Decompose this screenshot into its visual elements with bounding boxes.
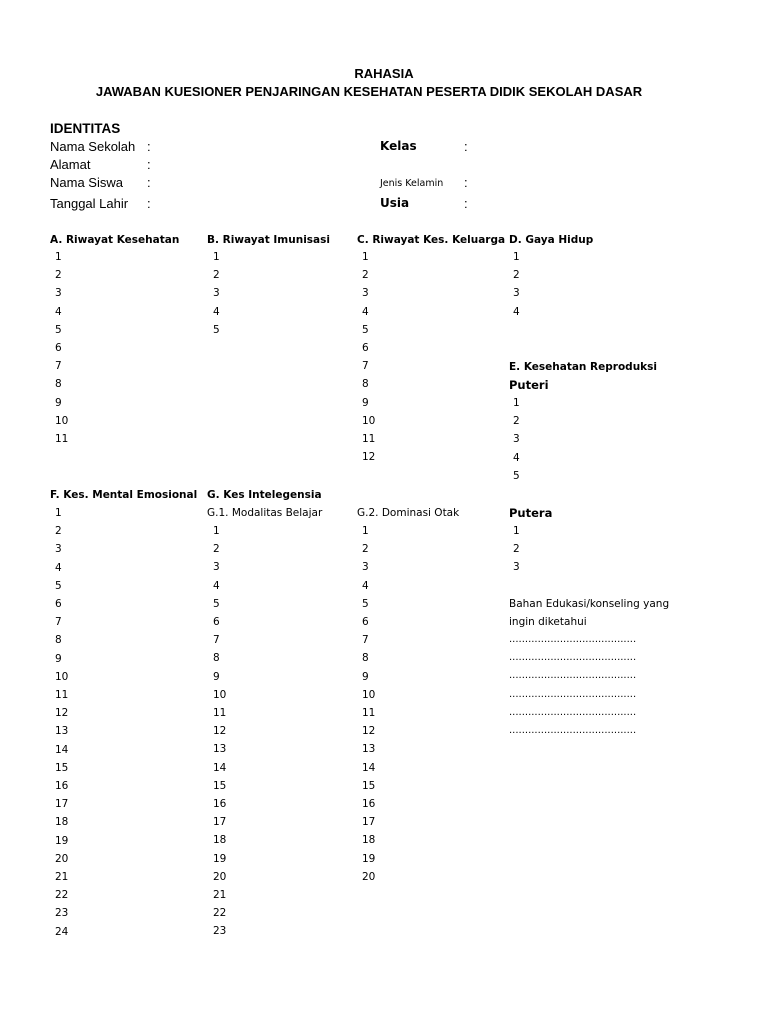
mental-emosional-item: 5 <box>55 579 62 592</box>
nama-sekolah-colon: : <box>147 139 151 154</box>
dominasi-otak-item: 13 <box>362 743 376 756</box>
riwayat-imunisasi-item: 1 <box>213 251 220 263</box>
alamat-label: Alamat <box>50 157 91 172</box>
mental-emosional-item: 11 <box>55 689 69 701</box>
riwayat-imunisasi-item: 3 <box>213 287 220 300</box>
putera-label: Putera <box>509 506 553 520</box>
riwayat-kesehatan-item: 6 <box>55 342 62 354</box>
section-a-heading: A. Riwayat Kesehatan <box>50 234 180 246</box>
section-d-heading: D. Gaya Hidup <box>509 234 594 246</box>
kelas-label: Kelas <box>380 139 417 153</box>
riwayat-keluarga-item: 11 <box>362 433 376 445</box>
gaya-hidup-item: 1 <box>513 251 520 263</box>
dominasi-otak-item: 10 <box>362 688 376 701</box>
mental-emosional-item: 15 <box>55 761 69 774</box>
riwayat-keluarga-item: 1 <box>362 251 369 263</box>
riwayat-kesehatan-item: 7 <box>55 360 62 373</box>
dominasi-otak-item: 4 <box>362 579 369 592</box>
page-subtitle: JAWABAN KUESIONER PENJARINGAN KESEHATAN PESERTA DIDIK SEKOLAH DASAR <box>95 84 643 99</box>
riwayat-kesehatan-item: 9 <box>55 396 62 409</box>
riwayat-keluarga-item: 2 <box>362 269 369 282</box>
identitas-heading: IDENTITAS <box>50 121 121 136</box>
modalitas-belajar-item: 22 <box>213 907 227 920</box>
mental-emosional-item: 19 <box>55 834 69 847</box>
dominasi-otak-item: 18 <box>362 834 376 847</box>
puteri-item: 5 <box>513 469 520 482</box>
tanggal-lahir-label: Tanggal Lahir <box>50 196 129 211</box>
edukasi-line1: Bahan Edukasi/konseling yang <box>509 598 670 610</box>
puteri-item: 3 <box>513 433 520 446</box>
dominasi-otak-item: 16 <box>362 798 376 810</box>
section-e-heading: E. Kesehatan Reproduksi <box>509 361 657 373</box>
riwayat-imunisasi-item: 4 <box>213 305 220 318</box>
mental-emosional-item: 17 <box>55 798 69 811</box>
modalitas-belajar-item: 19 <box>213 852 227 865</box>
mental-emosional-item: 18 <box>55 816 69 829</box>
dominasi-otak-item: 12 <box>362 725 376 738</box>
edukasi-answer-line: ........................................ <box>509 725 637 736</box>
modalitas-belajar-item: 7 <box>213 634 220 647</box>
mental-emosional-item: 3 <box>55 543 62 556</box>
riwayat-kesehatan-item: 3 <box>55 287 62 300</box>
jenis-kelamin-colon: : <box>464 175 468 190</box>
modalitas-belajar-item: 20 <box>213 870 227 883</box>
edukasi-line2: ingin diketahui <box>509 616 587 628</box>
nama-siswa-colon: : <box>147 175 151 190</box>
modalitas-belajar-item: 2 <box>213 543 220 556</box>
edukasi-answer-line: ........................................ <box>509 652 637 664</box>
mental-emosional-item: 1 <box>55 507 62 519</box>
modalitas-belajar-item: 6 <box>213 616 220 628</box>
modalitas-belajar-item: 5 <box>213 597 220 610</box>
gaya-hidup-item: 3 <box>513 287 520 300</box>
putera-item: 1 <box>513 525 520 537</box>
mental-emosional-item: 10 <box>55 670 69 683</box>
riwayat-keluarga-item: 10 <box>362 414 376 427</box>
riwayat-keluarga-item: 3 <box>362 287 369 300</box>
page-title: RAHASIA <box>354 66 414 81</box>
dominasi-otak-item: 11 <box>362 707 376 719</box>
riwayat-keluarga-item: 9 <box>362 396 369 409</box>
modalitas-belajar-item: 10 <box>213 688 227 701</box>
section-c-heading: C. Riwayat Kes. Keluarga <box>357 234 506 246</box>
gaya-hidup-item: 4 <box>513 305 520 318</box>
puteri-label: Puteri <box>509 378 549 392</box>
riwayat-kesehatan-item: 2 <box>55 269 62 282</box>
usia-colon: : <box>464 196 468 211</box>
section-b-heading: B. Riwayat Imunisasi <box>207 234 330 246</box>
section-g-heading: G. Kes Intelegensia <box>207 489 322 501</box>
modalitas-belajar-item: 12 <box>213 725 227 738</box>
modalitas-belajar-item: 15 <box>213 779 227 792</box>
mental-emosional-item: 24 <box>55 925 69 938</box>
modalitas-belajar-item: 21 <box>213 889 227 901</box>
dominasi-otak-item: 19 <box>362 852 376 865</box>
mental-emosional-item: 13 <box>55 725 69 738</box>
gaya-hidup-item: 2 <box>513 269 520 282</box>
dominasi-otak-item: 9 <box>362 670 369 683</box>
tanggal-lahir-colon: : <box>147 196 151 211</box>
mental-emosional-item: 12 <box>55 707 69 720</box>
g1-label: G.1. Modalitas Belajar <box>207 507 323 519</box>
usia-label: Usia <box>380 196 410 210</box>
mental-emosional-item: 14 <box>55 743 69 756</box>
modalitas-belajar-item: 16 <box>213 798 227 810</box>
mental-emosional-item: 7 <box>55 616 62 629</box>
dominasi-otak-item: 3 <box>362 561 369 574</box>
dominasi-otak-item: 1 <box>362 525 369 537</box>
mental-emosional-item: 9 <box>55 652 62 665</box>
kelas-colon: : <box>464 139 468 154</box>
mental-emosional-item: 22 <box>55 889 69 902</box>
alamat-colon: : <box>147 157 151 172</box>
modalitas-belajar-item: 18 <box>213 834 227 847</box>
riwayat-kesehatan-item: 5 <box>55 323 62 336</box>
puteri-item: 4 <box>513 451 520 464</box>
riwayat-keluarga-item: 6 <box>362 342 369 354</box>
putera-item: 3 <box>513 561 520 574</box>
g2-label: G.2. Dominasi Otak <box>357 507 460 519</box>
dominasi-otak-item: 5 <box>362 597 369 610</box>
modalitas-belajar-item: 23 <box>213 925 227 938</box>
mental-emosional-item: 23 <box>55 907 69 920</box>
dominasi-otak-item: 7 <box>362 634 369 647</box>
modalitas-belajar-item: 14 <box>213 761 227 774</box>
nama-siswa-label: Nama Siswa <box>50 175 123 190</box>
edukasi-answer-line: ........................................ <box>509 688 637 700</box>
puteri-item: 1 <box>513 397 520 409</box>
riwayat-keluarga-item: 4 <box>362 305 369 318</box>
modalitas-belajar-item: 4 <box>213 579 220 592</box>
mental-emosional-item: 16 <box>55 780 69 792</box>
riwayat-keluarga-item: 5 <box>362 323 369 336</box>
section-f-heading: F. Kes. Mental Emosional <box>50 489 198 501</box>
riwayat-kesehatan-item: 10 <box>55 414 69 427</box>
edukasi-answer-line: ........................................ <box>509 634 637 645</box>
riwayat-kesehatan-item: 11 <box>55 433 69 445</box>
dominasi-otak-item: 15 <box>362 779 376 792</box>
dominasi-otak-item: 8 <box>362 652 369 665</box>
riwayat-imunisasi-item: 2 <box>213 269 220 282</box>
dominasi-otak-item: 6 <box>362 616 369 628</box>
mental-emosional-item: 8 <box>55 634 62 647</box>
modalitas-belajar-item: 8 <box>213 652 220 665</box>
mental-emosional-item: 2 <box>55 525 62 538</box>
riwayat-keluarga-item: 7 <box>362 360 369 373</box>
riwayat-kesehatan-item: 1 <box>55 251 62 263</box>
edukasi-answer-line: ........................................ <box>509 706 637 718</box>
riwayat-keluarga-item: 12 <box>362 451 376 464</box>
modalitas-belajar-item: 3 <box>213 561 220 574</box>
mental-emosional-item: 21 <box>55 871 69 883</box>
modalitas-belajar-item: 11 <box>213 707 227 719</box>
riwayat-kesehatan-item: 4 <box>55 305 62 318</box>
mental-emosional-item: 6 <box>55 598 62 610</box>
putera-item: 2 <box>513 543 520 556</box>
nama-sekolah-label: Nama Sekolah <box>50 139 136 154</box>
dominasi-otak-item: 20 <box>362 870 376 883</box>
riwayat-imunisasi-item: 5 <box>213 323 220 336</box>
jenis-kelamin-label: Jenis Kelamin <box>380 178 444 189</box>
modalitas-belajar-item: 17 <box>213 816 227 829</box>
modalitas-belajar-item: 13 <box>213 743 227 756</box>
dominasi-otak-item: 17 <box>362 816 376 829</box>
edukasi-answer-line: ........................................ <box>509 670 637 682</box>
riwayat-keluarga-item: 8 <box>362 378 369 391</box>
puteri-item: 2 <box>513 415 520 428</box>
dominasi-otak-item: 2 <box>362 543 369 556</box>
dominasi-otak-item: 14 <box>362 761 376 774</box>
modalitas-belajar-item: 9 <box>213 670 220 683</box>
mental-emosional-item: 20 <box>55 852 69 865</box>
mental-emosional-item: 4 <box>55 561 62 574</box>
riwayat-kesehatan-item: 8 <box>55 378 62 391</box>
modalitas-belajar-item: 1 <box>213 525 220 537</box>
